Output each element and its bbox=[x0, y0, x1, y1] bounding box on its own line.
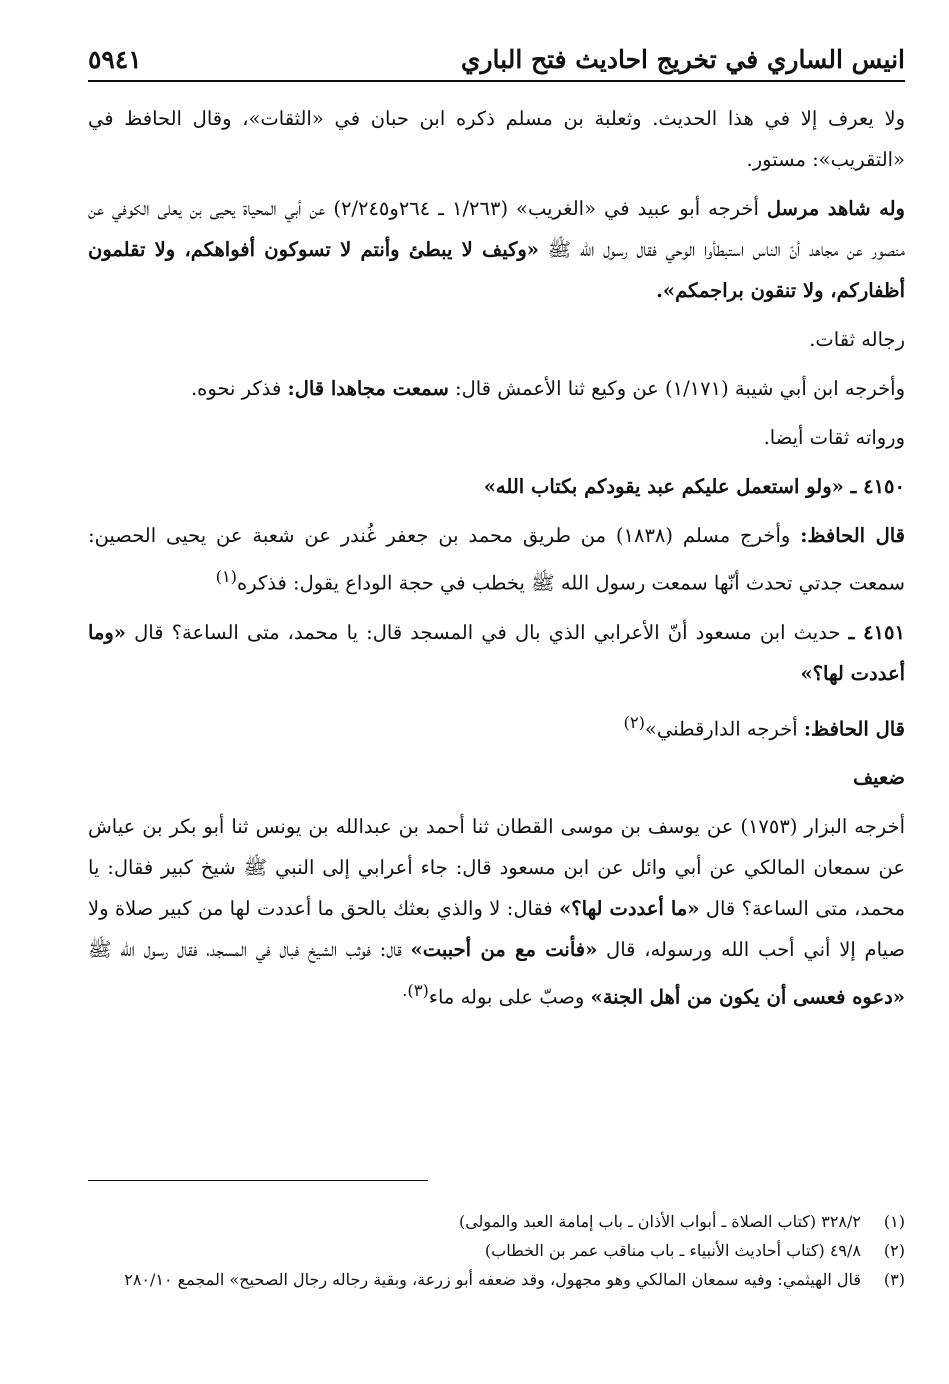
paragraph-5 bbox=[88, 417, 905, 458]
paragraph-text: أخرجه أبو عبيد في «الغريب» (١/٢٦٣ ـ ٢٦٤و٢/٢٤٥) عن أبي المحياة يحيى بن يعلى الكوفي عن منصور عن مجاهد أنّ الناس استبطأوا الوحي فقال رسول الله ﷺ bbox=[88, 197, 905, 261]
paragraph-text: وأخرجه ابن أبي شيبة (١/١٧١) عن وكيع ثنا الأعمش قال: bbox=[448, 377, 905, 400]
hadith-number: ٤١٥١ ـ bbox=[848, 620, 905, 644]
book-page bbox=[88, 30, 906, 1289]
paragraph-text: أخرجه الدارقطني» bbox=[644, 717, 804, 740]
paragraph-7 bbox=[88, 702, 905, 750]
hadith-heading-4151 bbox=[88, 612, 905, 694]
paragraph-text: فذكر نحوه. bbox=[190, 377, 288, 400]
paragraph-6 bbox=[88, 515, 905, 604]
footnote-text: قال الهيثمي: وفيه سمعان المالكي وهو مجهول، وقد ضعفه أبو زرعة، وبقية رجاله رجال الصحيح» المجمع ٢٨٠/١٠ bbox=[124, 1270, 861, 1289]
paragraph-4 bbox=[88, 368, 905, 409]
heading-text: ٤١٥٠ ـ «ولو استعمل عليكم عبد يقودكم بكتاب الله» bbox=[483, 475, 905, 498]
footnote-ref-1[interactable]: (١) bbox=[215, 567, 237, 586]
paragraph-text: فقال: لا والذي بعثك بالحق ما أعددت لها من كبير صلاة ولا صيام إلا أني أحب الله ورسوله، قال bbox=[88, 897, 905, 961]
footnote-3 bbox=[88, 1265, 905, 1294]
hadith-quote: «ما أعددت لها؟» bbox=[559, 897, 700, 920]
paragraph-text: ورواته ثقات أيضا. bbox=[763, 426, 905, 449]
footnote-number: (٣) bbox=[883, 1270, 905, 1289]
footnote-text: ٤٩/٨ (كتاب أحاديث الأنبياء ـ باب مناقب عمر بن الخطاب) bbox=[484, 1241, 861, 1260]
page-number: ٥٩٤١ bbox=[88, 45, 142, 74]
footnote-1 bbox=[88, 1207, 905, 1236]
paragraph-text: وصبّ على بوله ماء bbox=[428, 985, 591, 1009]
paragraph-1 bbox=[88, 98, 905, 180]
hadith-quote: «دعوه فعسى أن يكون من أهل الجنة» bbox=[590, 985, 905, 1009]
paragraph-8 bbox=[88, 806, 905, 1018]
paragraph-text: حديث ابن مسعود أنّ الأعرابي الذي بال في المسجد قال: يا محمد، متى الساعة؟ قال bbox=[126, 620, 849, 644]
hafiz-label: قال الحافظ: bbox=[800, 524, 906, 547]
hafiz-label: قال الحافظ: bbox=[803, 717, 905, 740]
paragraph-text: قال: فوثب الشيخ فبال في المسجد، فقال رسول الله ﷺ bbox=[88, 938, 411, 961]
grade-label bbox=[88, 757, 905, 798]
page-header bbox=[88, 30, 905, 74]
footnote-ref-3[interactable]: (٣). bbox=[402, 981, 429, 1000]
paragraph-text: أخرجه البزار (١٧٥٣) عن يوسف بن موسى القطان ثنا أحمد بن عبدالله بن يونس ثنا أبو بكر بن عياش عن سمعان المالكي عن أبي وائل عن ابن مسعود قال: جاء أعرابي إلى النبي ﷺ شيخ كبير فقال: يا محمد، متى الساعة؟ قال bbox=[88, 815, 906, 920]
running-title: انيس الساري في تخريج احاديث فتح الباري bbox=[460, 45, 905, 74]
bold-phrase: سمعت مجاهدا قال: bbox=[287, 377, 449, 400]
footnote-number: (١) bbox=[883, 1212, 905, 1231]
paragraph-text: ولا يعرف إلا في هذا الحديث. وثعلبة بن مسلم ذكره ابن حبان في «الثقات»، وقال الحافظ في «التقريب»: مستور. bbox=[88, 107, 905, 171]
hadith-heading-4150 bbox=[88, 466, 905, 507]
footnote-2 bbox=[88, 1236, 905, 1265]
hadith-quote: «فأنت مع من أحببت» bbox=[410, 938, 598, 961]
hadith-quote: «وما أعددت لها؟» bbox=[88, 620, 905, 685]
footnotes bbox=[88, 1207, 905, 1294]
paragraph-text: وأخرج مسلم (١٨٣٨) من طريق محمد بن جعفر غُندر عن شعبة عن يحيى الحصين: سمعت جدتي تحدث أنّها سمعت رسول الله ﷺ يخطب في حجة الوداع يقول: فذكره bbox=[88, 524, 905, 595]
shahid-lead: وله شاهد مرسل bbox=[766, 197, 905, 220]
paragraph-text: رجاله ثقات. bbox=[809, 328, 905, 351]
paragraph-3 bbox=[88, 319, 905, 360]
header-rule bbox=[88, 80, 905, 82]
footnote-rule bbox=[88, 1180, 428, 1181]
hadith-quote: «وكيف لا يبطئ وأنتم لا تسوكون أفواهكم، ولا تقلمون أظفاركم، ولا تنقون براجمكم». bbox=[88, 238, 905, 302]
footnote-number: (٢) bbox=[883, 1241, 905, 1260]
main-text bbox=[88, 98, 905, 1018]
footnote-ref-2[interactable]: (٢) bbox=[623, 712, 645, 732]
paragraph-2 bbox=[88, 188, 905, 311]
footnote-text: ٣٢٨/٢ (كتاب الصلاة ـ أبواب الأذان ـ باب إمامة العبد والمولى) bbox=[458, 1212, 861, 1231]
grade-text: ضعيف bbox=[852, 766, 905, 789]
